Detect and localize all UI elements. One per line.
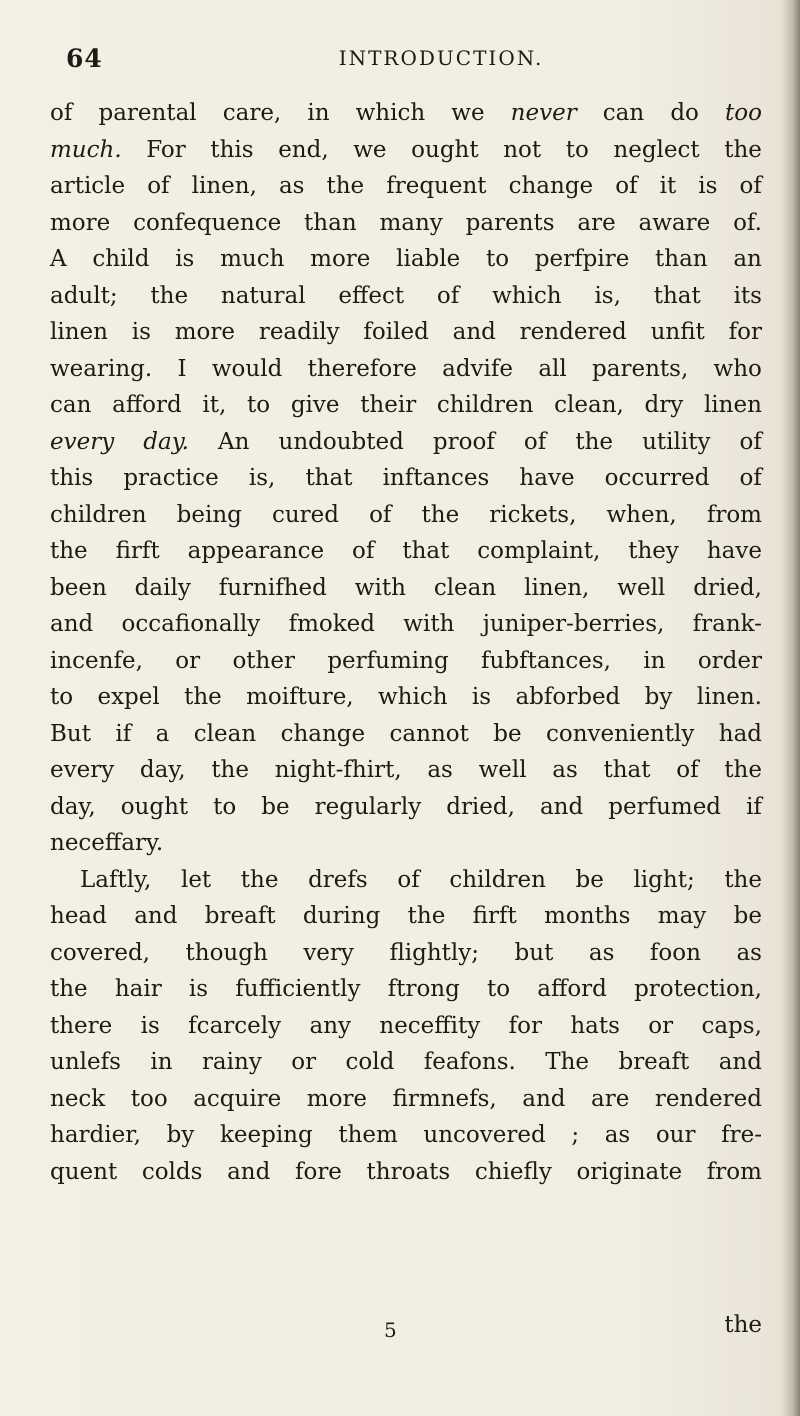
text-line xyxy=(50,424,762,461)
word: when, xyxy=(606,501,677,528)
word: dried, xyxy=(446,793,515,820)
word: care, xyxy=(222,100,282,126)
text-line xyxy=(50,606,762,643)
text-line xyxy=(50,314,762,351)
word: ftrong xyxy=(387,976,460,1002)
text-line xyxy=(50,132,762,169)
word: therefore xyxy=(307,355,417,382)
word: more xyxy=(50,209,111,236)
word: with xyxy=(354,574,406,601)
word: there xyxy=(50,1012,113,1039)
word: all xyxy=(538,355,567,382)
word: that xyxy=(603,757,651,783)
word: though xyxy=(185,939,268,966)
word: to xyxy=(565,136,589,163)
word: from xyxy=(706,501,762,528)
word: which xyxy=(492,282,562,309)
word: let xyxy=(180,866,212,893)
word: is xyxy=(188,976,209,1002)
word: the xyxy=(724,136,762,163)
word: juniper-berries, xyxy=(482,611,665,637)
word: from xyxy=(706,1158,762,1185)
word: which xyxy=(355,100,426,126)
word: to xyxy=(487,976,511,1002)
word: For xyxy=(146,136,186,163)
word: firft xyxy=(115,538,160,564)
word: change xyxy=(508,173,594,199)
word: too xyxy=(724,100,762,126)
word: being xyxy=(176,501,242,528)
word: firmnefs, xyxy=(392,1085,497,1112)
word: their xyxy=(360,392,417,418)
word: proof xyxy=(432,428,495,455)
word: the xyxy=(407,903,446,929)
word: the xyxy=(724,757,762,783)
text-line xyxy=(50,460,762,497)
word: parental xyxy=(98,100,197,126)
word: clean xyxy=(193,720,257,747)
word: utility xyxy=(642,428,711,455)
word: if xyxy=(115,720,132,747)
word: in xyxy=(643,647,666,674)
word: do xyxy=(670,100,699,126)
word: be xyxy=(575,866,604,893)
word: children xyxy=(436,392,534,418)
word: linen, xyxy=(191,173,257,199)
word: many xyxy=(379,209,443,236)
word: and xyxy=(539,793,584,820)
word: flightly; xyxy=(389,939,480,966)
text-line xyxy=(50,387,762,424)
word: ought xyxy=(120,793,189,820)
page-edge-shadow xyxy=(782,0,800,1416)
word: hardier, xyxy=(50,1122,141,1148)
word: the xyxy=(50,976,88,1002)
word: and xyxy=(718,1049,762,1075)
word: natural xyxy=(220,282,306,309)
text-line xyxy=(50,971,762,1008)
word: confequence xyxy=(133,209,282,236)
word: is xyxy=(140,1012,160,1039)
text-line xyxy=(50,205,762,242)
word: unfit xyxy=(650,319,705,345)
word: A xyxy=(50,246,67,272)
word: afford xyxy=(537,976,607,1002)
word: quent xyxy=(50,1158,118,1185)
word: by xyxy=(166,1122,195,1148)
word: conveniently xyxy=(546,720,695,747)
word: advife xyxy=(442,355,514,382)
word: protection, xyxy=(634,976,762,1002)
word: would xyxy=(211,355,283,382)
word: than xyxy=(304,209,357,236)
word: originate xyxy=(576,1158,683,1185)
word: of xyxy=(739,465,762,491)
word: and xyxy=(227,1158,271,1185)
word: throats xyxy=(366,1158,451,1185)
text-line xyxy=(50,679,762,716)
word: if xyxy=(746,793,762,820)
word: as xyxy=(427,757,453,783)
word: cold xyxy=(345,1049,395,1075)
text-line xyxy=(50,716,762,753)
word: fore xyxy=(294,1158,342,1185)
word: be xyxy=(493,720,522,747)
word: by xyxy=(644,684,673,710)
word: is, xyxy=(594,282,621,309)
word: to xyxy=(50,684,74,710)
word: rendered xyxy=(654,1085,762,1112)
word: perfuming xyxy=(327,647,449,674)
text-line xyxy=(50,1117,762,1154)
word: or xyxy=(175,647,201,674)
word: can xyxy=(50,392,92,418)
word: ought xyxy=(411,136,479,163)
word: the xyxy=(211,757,249,783)
word: very xyxy=(303,939,354,966)
word: Laftly, xyxy=(80,866,152,893)
word: we xyxy=(451,100,485,126)
word: perfumed xyxy=(608,793,722,820)
word: an xyxy=(733,246,762,272)
word: of xyxy=(739,173,762,199)
word: neglect xyxy=(613,136,700,163)
word: as xyxy=(278,173,305,199)
word: have xyxy=(706,538,762,564)
word: rickets, xyxy=(489,501,577,528)
word: night-fhirt, xyxy=(274,757,402,783)
word: fcarcely xyxy=(188,1012,282,1039)
word: been xyxy=(50,574,107,601)
word: moifture, xyxy=(246,684,354,710)
word: fre- xyxy=(721,1122,762,1148)
word: day, xyxy=(50,793,96,820)
word: for xyxy=(508,1012,542,1039)
word: well xyxy=(617,574,666,601)
word: cannot xyxy=(389,720,469,747)
word: as xyxy=(588,939,615,966)
word: is, xyxy=(248,465,276,491)
word: which xyxy=(377,684,448,710)
word: An xyxy=(218,428,250,455)
word: be xyxy=(733,903,762,929)
word: is xyxy=(175,246,195,272)
word: of xyxy=(436,282,460,309)
word: to xyxy=(213,793,237,820)
word: during xyxy=(302,903,381,929)
text-line xyxy=(50,570,762,607)
word: drefs xyxy=(308,866,368,893)
word: who xyxy=(713,355,762,382)
text-line xyxy=(50,935,762,972)
page-number: 64 xyxy=(66,44,103,73)
word: this xyxy=(210,136,254,163)
word: much. xyxy=(50,136,122,163)
word: breaft xyxy=(618,1049,690,1075)
word: unlefs xyxy=(50,1049,121,1075)
word: is xyxy=(471,684,492,710)
word: the xyxy=(326,173,365,199)
word: adult; xyxy=(50,282,118,309)
word: more xyxy=(174,319,236,345)
word: foon xyxy=(649,939,701,966)
word: as xyxy=(604,1122,631,1148)
catchword: the xyxy=(724,1312,762,1338)
word: and xyxy=(134,903,178,929)
word: linen xyxy=(50,319,108,345)
word: of xyxy=(739,428,762,455)
word: this xyxy=(50,465,94,491)
word: day, xyxy=(139,757,186,783)
word: the xyxy=(240,866,279,893)
word: inftances xyxy=(382,465,490,491)
word: that xyxy=(402,538,450,564)
word: every xyxy=(50,428,115,455)
word: end, xyxy=(278,136,329,163)
word: ; xyxy=(571,1122,580,1148)
word: children xyxy=(449,866,546,893)
word: rendered xyxy=(519,319,627,345)
word: order xyxy=(697,647,762,674)
word: with xyxy=(403,611,455,637)
word: children xyxy=(50,501,147,528)
word: clean, xyxy=(554,392,624,418)
word: have xyxy=(519,465,575,491)
word: practice xyxy=(123,465,219,491)
word: aware xyxy=(638,209,711,236)
word: fmoked xyxy=(288,611,376,637)
word: that xyxy=(653,282,701,309)
word: than xyxy=(655,246,708,272)
word: to xyxy=(485,246,510,272)
text-line xyxy=(50,497,762,534)
word: light; xyxy=(633,866,695,893)
page-header xyxy=(66,40,766,80)
word: of xyxy=(369,501,392,528)
word: and xyxy=(452,319,496,345)
word: dry xyxy=(644,392,684,418)
word: regularly xyxy=(314,793,422,820)
word: or xyxy=(648,1012,674,1039)
word: liable xyxy=(396,246,461,272)
word: keeping xyxy=(219,1122,313,1148)
text-line xyxy=(50,168,762,205)
word: linen. xyxy=(696,684,762,710)
text-line xyxy=(50,643,762,680)
word: complaint, xyxy=(477,538,601,564)
word: as xyxy=(552,757,578,783)
word: chiefly xyxy=(474,1158,552,1185)
word: the xyxy=(184,684,222,710)
word: of. xyxy=(733,209,762,236)
word: it, xyxy=(202,392,227,418)
word: the xyxy=(421,501,460,528)
text-line xyxy=(50,95,762,132)
word: clean xyxy=(433,574,497,601)
word: day. xyxy=(143,428,189,455)
word: more xyxy=(306,1085,368,1112)
word: rainy xyxy=(201,1049,262,1075)
word: cured xyxy=(271,501,339,528)
word: months xyxy=(544,903,631,929)
word: frank- xyxy=(692,611,762,637)
word: colds xyxy=(141,1158,203,1185)
word: more xyxy=(310,246,371,272)
page-footer xyxy=(50,1312,762,1348)
word: linen, xyxy=(524,574,590,601)
text-line xyxy=(50,1044,762,1081)
word: of xyxy=(676,757,699,783)
word: to xyxy=(247,392,271,418)
word: never xyxy=(510,100,577,126)
word: covered, xyxy=(50,939,150,966)
text-line xyxy=(50,789,762,826)
word: that xyxy=(305,465,353,491)
word: neceffity xyxy=(379,1012,481,1039)
word: the xyxy=(724,866,762,893)
word: any xyxy=(309,1012,352,1039)
word: much xyxy=(220,246,285,272)
word: article xyxy=(50,173,126,199)
word: a xyxy=(155,720,170,747)
word: parents xyxy=(465,209,555,236)
text-line xyxy=(50,351,762,388)
word: of xyxy=(147,173,170,199)
word: effect xyxy=(338,282,405,309)
word: abforbed xyxy=(515,684,621,710)
word: perfpire xyxy=(534,246,630,272)
word: of xyxy=(50,100,73,126)
word: every xyxy=(50,757,115,783)
word: appearance xyxy=(187,538,325,564)
word: well xyxy=(478,757,527,783)
word: caps, xyxy=(701,1012,762,1039)
word: wearing. xyxy=(50,355,153,382)
word: give xyxy=(290,392,340,418)
word: are xyxy=(577,209,616,236)
word: as xyxy=(736,939,762,966)
word: The xyxy=(545,1049,590,1075)
word: not xyxy=(503,136,542,163)
word: our xyxy=(655,1122,696,1148)
running-head: INTRODUCTION. xyxy=(338,46,544,70)
word: uncovered xyxy=(423,1122,546,1148)
word: of xyxy=(397,866,420,893)
word: of xyxy=(615,173,638,199)
word: other xyxy=(232,647,295,674)
word: the xyxy=(575,428,614,455)
word: occurred xyxy=(604,465,710,491)
word: of xyxy=(352,538,375,564)
word: had xyxy=(718,720,762,747)
text-line xyxy=(50,752,762,789)
text-line xyxy=(50,278,762,315)
text-line xyxy=(50,862,762,899)
word: are xyxy=(591,1085,630,1112)
word: and xyxy=(522,1085,566,1112)
word: of xyxy=(523,428,547,455)
word: readily xyxy=(258,319,340,345)
word: it xyxy=(659,173,677,199)
word: But xyxy=(50,720,91,747)
text-line xyxy=(50,1154,762,1191)
word: acquire xyxy=(193,1085,282,1112)
word: the xyxy=(150,282,189,309)
word: foiled xyxy=(363,319,429,345)
word: too xyxy=(130,1085,168,1112)
word: daily xyxy=(134,574,191,601)
word: head xyxy=(50,903,107,929)
word: linen xyxy=(703,392,762,418)
word: be xyxy=(261,793,290,820)
text-line xyxy=(50,825,762,862)
text-line xyxy=(50,533,762,570)
word: firft xyxy=(472,903,517,929)
word: feafons. xyxy=(423,1049,516,1075)
word: its xyxy=(733,282,762,309)
word: fubftances, xyxy=(481,647,611,674)
word: but xyxy=(514,939,554,966)
word: or xyxy=(291,1049,317,1075)
word: parents, xyxy=(592,355,689,382)
word: hats xyxy=(570,1012,620,1039)
word: may xyxy=(657,903,707,929)
word: breaft xyxy=(204,903,276,929)
word: in xyxy=(150,1049,173,1075)
word: neck xyxy=(50,1085,106,1112)
word: incenfe, xyxy=(50,647,143,674)
word: them xyxy=(338,1122,398,1148)
word: is xyxy=(131,319,151,345)
word: the xyxy=(50,538,88,564)
word: can xyxy=(602,100,645,126)
word: and xyxy=(50,611,94,637)
word: frequent xyxy=(386,173,487,199)
word: they xyxy=(628,538,679,564)
body-text xyxy=(50,95,762,1190)
word: hair xyxy=(114,976,162,1002)
text-line xyxy=(50,1081,762,1118)
word: for xyxy=(728,319,762,345)
word: dried, xyxy=(693,574,762,601)
word: I xyxy=(177,355,187,382)
word: neceffary. xyxy=(50,830,164,856)
word: child xyxy=(92,246,150,272)
word: change xyxy=(280,720,366,747)
word: we xyxy=(353,136,387,163)
text-line xyxy=(50,898,762,935)
text-line xyxy=(50,1008,762,1045)
signature-mark: 5 xyxy=(384,1318,397,1342)
word: fufficiently xyxy=(235,976,361,1002)
text-line xyxy=(50,241,762,278)
word: in xyxy=(307,100,330,126)
word: expel xyxy=(97,684,160,710)
word: afford xyxy=(112,392,182,418)
word: occafionally xyxy=(121,611,261,637)
word: is xyxy=(698,173,718,199)
word: undoubted xyxy=(278,428,404,455)
word: furnifhed xyxy=(218,574,327,601)
